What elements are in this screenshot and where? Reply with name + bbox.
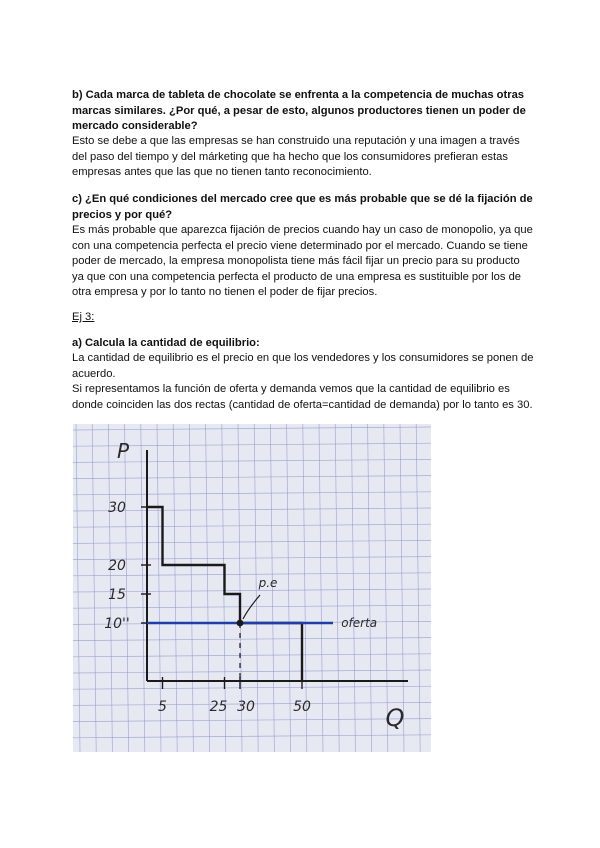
x-tick-label: 50 [293, 699, 311, 715]
answer-b: Esto se debe a que las empresas se han construido una reputación y una imagen a través del paso del tiempo y del márketing que ha hecho que los consumidores prefieran estas empresas antes que las que no tienen tanto reconocimiento. [72, 135, 520, 179]
y-tick-label: 30 [108, 500, 126, 516]
chart-svg [73, 424, 431, 752]
y-tick-label: 20 [108, 558, 126, 574]
supply-label: oferta [341, 616, 378, 630]
supply-demand-chart [73, 424, 431, 752]
y-tick-label: 10'' [104, 616, 130, 632]
answer-a-line1: La cantidad de equilibrio es el precio en que los vendedores y los consumidores se ponen de acuerdo. [72, 352, 534, 380]
question-b: b) Cada marca de tableta de chocolate se enfrenta a la competencia de muchas otras marcas similares. ¿Por qué, a pesar de esto, algunos productores tienen un poder de mercado considerable? [72, 89, 526, 133]
x-axis-label: Q [385, 704, 405, 732]
y-tick-label: 15 [108, 587, 126, 603]
equilibrium-point [237, 620, 244, 627]
answer-c: Es más probable que aparezca fijación de precios cuando hay un caso de monopolio, ya que con una competencia perfecta el precio viene determinado por el mercado. Cuando se tiene poder de mercado, la empresa monopolista tiene más fácil fijar un precio para su producto ya que con una competencia perfecta el producto de una empresa es sustituible por los de otra empresa y por lo tanto no tienen el poder de fijar precios. [72, 224, 533, 299]
question-c: c) ¿En qué condiciones del mercado cree que es más probable que se dé la fijación de precios y por qué? [72, 193, 533, 221]
x-tick-label: 30 [237, 699, 255, 715]
equilibrium-label: p.e [258, 576, 278, 590]
question-a: a) Calcula la cantidad de equilibrio: [72, 337, 260, 349]
x-tick-label: 5 [158, 699, 167, 715]
x-tick-label: 25 [209, 699, 228, 715]
answer-a-line2: Si representamos la función de oferta y demanda vemos que la cantidad de equilibrio es donde coinciden las dos rectas (cantidad de oferta=cantidad de demanda) por lo tanto es 30. [72, 383, 533, 411]
exercise-label: Ej 3: [72, 311, 95, 323]
y-axis-label: P [116, 439, 130, 463]
